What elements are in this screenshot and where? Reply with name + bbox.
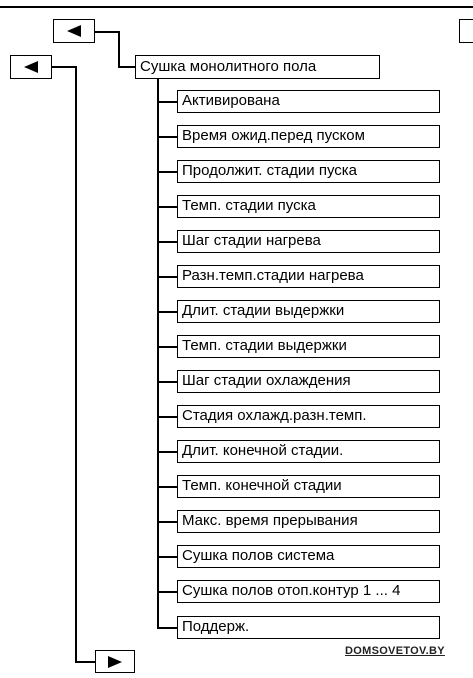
menu-item-heating-step[interactable]: Шаг стадии нагрева bbox=[177, 230, 440, 253]
connector bbox=[157, 241, 177, 243]
connector bbox=[95, 31, 119, 33]
connector bbox=[52, 66, 76, 68]
back-button-left[interactable] bbox=[10, 55, 52, 79]
watermark: DOMSOVETOV.BY bbox=[345, 645, 445, 657]
menu-title[interactable]: Сушка монолитного пола bbox=[135, 55, 380, 79]
connector bbox=[157, 381, 177, 383]
top-border-line bbox=[0, 6, 473, 8]
connector bbox=[157, 346, 177, 348]
connector bbox=[157, 206, 177, 208]
menu-item-hold-duration[interactable]: Длит. стадии выдержки bbox=[177, 300, 440, 323]
menu-item-floor-dry-system[interactable]: Сушка полов система bbox=[177, 545, 440, 568]
right-triangle-icon bbox=[108, 656, 122, 668]
connector bbox=[157, 591, 177, 593]
menu-item-activated[interactable]: Активирована bbox=[177, 90, 440, 113]
connector bbox=[157, 171, 177, 173]
menu-item-start-duration[interactable]: Продолжит. стадии пуска bbox=[177, 160, 440, 183]
partial-menu-box bbox=[459, 19, 473, 43]
connector bbox=[157, 627, 177, 629]
menu-item-maintain[interactable]: Поддерж. bbox=[177, 616, 440, 639]
menu-item-wait-time[interactable]: Время ожид.перед пуском bbox=[177, 125, 440, 148]
menu-item-floor-dry-circuit[interactable]: Сушка полов отоп.контур 1 ... 4 bbox=[177, 580, 440, 603]
menu-item-max-interrupt[interactable]: Макс. время прерывания bbox=[177, 510, 440, 533]
forward-button[interactable] bbox=[95, 650, 135, 673]
connector bbox=[75, 66, 77, 662]
connector bbox=[118, 31, 120, 67]
menu-item-start-temp[interactable]: Темп. стадии пуска bbox=[177, 195, 440, 218]
left-triangle-icon bbox=[67, 25, 81, 37]
connector bbox=[157, 311, 177, 313]
connector bbox=[157, 276, 177, 278]
menu-item-cooling-temp-diff[interactable]: Стадия охлажд.разн.темп. bbox=[177, 405, 440, 428]
connector bbox=[157, 486, 177, 488]
left-triangle-icon bbox=[24, 61, 38, 73]
menu-item-final-temp[interactable]: Темп. конечной стадии bbox=[177, 475, 440, 498]
back-button-top[interactable] bbox=[53, 19, 95, 43]
menu-item-cooling-step[interactable]: Шаг стадии охлаждения bbox=[177, 370, 440, 393]
menu-item-final-duration[interactable]: Длит. конечной стадии. bbox=[177, 440, 440, 463]
connector bbox=[157, 416, 177, 418]
connector bbox=[157, 101, 177, 103]
connector bbox=[75, 661, 95, 663]
menu-item-hold-temp[interactable]: Темп. стадии выдержки bbox=[177, 335, 440, 358]
connector bbox=[157, 136, 177, 138]
connector bbox=[157, 79, 159, 628]
connector bbox=[157, 556, 177, 558]
connector bbox=[118, 66, 135, 68]
connector bbox=[157, 451, 177, 453]
connector bbox=[157, 521, 177, 523]
menu-item-heating-temp-diff[interactable]: Разн.темп.стадии нагрева bbox=[177, 265, 440, 288]
